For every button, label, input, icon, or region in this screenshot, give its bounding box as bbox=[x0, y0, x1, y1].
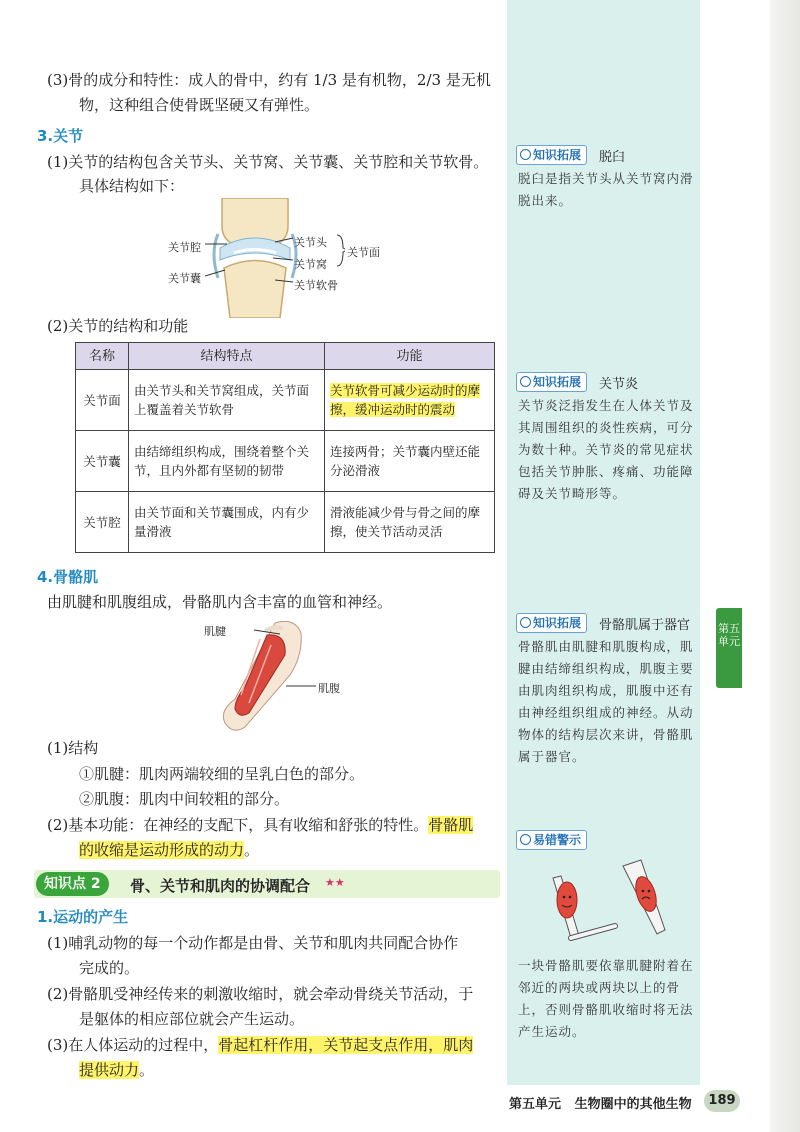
knowledge-extension-tag bbox=[516, 613, 587, 633]
label-joint-surface: 关节面 bbox=[347, 246, 380, 259]
extension-body: 骨骼肌由肌腱和肌腹构成，肌腱由结缔组织构成，肌腹主要由肌肉组织构成，肌腹中还有由神经组织组成的神经。从动物体的结构层次来讲，骨骼肌属于器官。 bbox=[518, 639, 694, 764]
paragraph-belly-def: ②肌腹：肌肉中间较粗的部分。 bbox=[79, 790, 290, 808]
label-joint-head: 关节头 bbox=[294, 236, 327, 249]
highlight: 的收缩是运动形成的动力 bbox=[79, 841, 245, 859]
paragraph-movement-3 bbox=[47, 1035, 473, 1055]
extension-title: 关节炎 bbox=[599, 377, 639, 392]
heading-joint: 3.关节 bbox=[37, 127, 84, 145]
knowledge-extension-tag bbox=[516, 372, 587, 392]
label-belly: 肌腹 bbox=[318, 682, 340, 695]
page-footer bbox=[509, 1093, 692, 1112]
table-cell-function: 滑液能减少骨与骨之间的摩擦，使关节活动灵活 bbox=[325, 492, 495, 553]
tag-label: 知识拓展 bbox=[533, 148, 582, 162]
table-row bbox=[76, 492, 495, 553]
paragraph-movement-3-cont bbox=[79, 1060, 154, 1080]
highlight: 提供动力 bbox=[79, 1061, 140, 1079]
table-cell-structure: 由关节面和关节囊围成，内有少量滑液 bbox=[129, 492, 325, 553]
text-run: (3)在人体运动的过程中， bbox=[47, 1036, 219, 1054]
label-tendon: 肌腱 bbox=[204, 625, 226, 638]
tag-label: 易错警示 bbox=[533, 833, 582, 847]
knowledge-extension-tag bbox=[516, 145, 587, 165]
table-cell-function bbox=[325, 370, 495, 431]
heading-skeletal-muscle: 4.骨骼肌 bbox=[37, 568, 99, 586]
extension-body: 脱臼是指关节头从关节窝内滑脱出来。 bbox=[518, 171, 694, 208]
table-header-row bbox=[76, 343, 495, 370]
star-icon: ★★ bbox=[325, 876, 345, 889]
error-warning-body: 一块骨骼肌要依靠肌腱附着在邻近的两块或两块以上的骨上，否则骨骼肌收缩时将无法产生运动。 bbox=[518, 958, 694, 1039]
footer-chapter: 生物圈中的其他生物 bbox=[574, 1097, 692, 1112]
table-header: 功能 bbox=[325, 343, 495, 370]
extension-body: 关节炎泛指发生在人体关节及其周围组织的炎性疾病，可分为数十种。关节炎的常见症状包括关节肿胀、疼痛、功能障碍及关节畸形等。 bbox=[518, 398, 694, 501]
magnifier-icon bbox=[520, 834, 531, 845]
paragraph-bone-composition: (3)骨的成分和特性：成人的骨中，约有 1/3 是有机物，2/3 是无机 bbox=[47, 71, 491, 89]
table-cell-name: 关节囊 bbox=[76, 431, 129, 492]
table-header: 名称 bbox=[76, 343, 129, 370]
muscle-attachment-illustration bbox=[545, 858, 680, 948]
knowledge-point-title: 骨、关节和肌肉的协调配合 bbox=[130, 877, 311, 895]
text-run: 。 bbox=[244, 841, 260, 859]
paragraph-basic-function bbox=[47, 815, 473, 835]
paragraph-movement-2-cont: 是躯体的相应部位就会产生运动。 bbox=[79, 1010, 305, 1028]
table-cell-structure: 由结缔组织构成，围绕着整个关节，且内外都有坚韧的韧带 bbox=[129, 431, 325, 492]
paragraph-movement-1-cont: 完成的。 bbox=[79, 959, 140, 977]
table-cell-name: 关节面 bbox=[76, 370, 129, 431]
paragraph-joint-function: (2)关节的结构和功能 bbox=[47, 317, 189, 335]
table-row bbox=[76, 431, 495, 492]
tag-label: 知识拓展 bbox=[533, 616, 582, 630]
text-run: 。 bbox=[139, 1061, 155, 1079]
highlight: 关节软骨可减少运动时的摩擦，缓冲运动时的震动 bbox=[330, 383, 481, 417]
highlight: 骨起杠杆作用，关节起支点作用，肌肉 bbox=[218, 1036, 474, 1054]
table-cell-function: 连接两骨；关节囊内壁还能分泌滑液 bbox=[325, 431, 495, 492]
paragraph-basic-function-cont bbox=[79, 840, 259, 860]
knowledge-point-tag: 知识点 2 bbox=[36, 872, 109, 896]
page-edge bbox=[770, 0, 800, 1132]
paragraph-joint-structure-cont: 具体结构如下： bbox=[79, 177, 185, 195]
heading-movement: 1.运动的产生 bbox=[37, 908, 129, 926]
table-cell-structure: 由关节头和关节窝组成，关节面上覆盖着关节软骨 bbox=[129, 370, 325, 431]
magnifier-icon bbox=[520, 149, 531, 160]
paragraph-joint-structure: (1)关节的结构包含关节头、关节窝、关节囊、关节腔和关节软骨。 bbox=[47, 153, 489, 171]
extension-title: 脱臼 bbox=[599, 150, 626, 165]
paragraph-bone-composition-cont: 物，这种组合使骨既坚硬又有弹性。 bbox=[79, 96, 320, 114]
page-number: 189 bbox=[704, 1090, 740, 1112]
magnifier-icon bbox=[520, 376, 531, 387]
paragraph-movement-1: (1)哺乳动物的每一个动作都是由骨、关节和肌肉共同配合协作 bbox=[47, 934, 459, 952]
paragraph-tendon-def: ①肌腱：肌肉两端较细的呈乳白色的部分。 bbox=[79, 765, 365, 783]
label-joint-cavity: 关节腔 bbox=[168, 241, 201, 254]
text-run: (2)基本功能：在神经的支配下，具有收缩和舒张的特性。 bbox=[47, 816, 429, 834]
footer-unit: 第五单元 bbox=[509, 1097, 562, 1112]
table-cell-name: 关节腔 bbox=[76, 492, 129, 553]
paragraph-structure: (1)结构 bbox=[47, 739, 99, 757]
error-warning-tag bbox=[516, 830, 587, 850]
highlight: 骨骼肌 bbox=[428, 816, 474, 834]
label-joint-cartilage: 关节软骨 bbox=[294, 279, 338, 292]
extension-title: 骨骼肌属于器官 bbox=[599, 618, 691, 633]
unit-tab[interactable]: 第五单元 bbox=[716, 608, 742, 688]
paragraph-movement-2: (2)骨骼肌受神经传来的刺激收缩时，就会牵动骨绕关节活动，于 bbox=[47, 985, 474, 1003]
magnifier-icon bbox=[520, 617, 531, 628]
paragraph-muscle-intro: 由肌腱和肌腹组成，骨骼肌内含丰富的血管和神经。 bbox=[47, 593, 393, 611]
joint-table bbox=[75, 342, 495, 553]
label-joint-capsule: 关节囊 bbox=[168, 272, 201, 285]
label-joint-socket: 关节窝 bbox=[294, 258, 327, 271]
tag-label: 知识拓展 bbox=[533, 375, 582, 389]
table-header: 结构特点 bbox=[129, 343, 325, 370]
table-row bbox=[76, 370, 495, 431]
